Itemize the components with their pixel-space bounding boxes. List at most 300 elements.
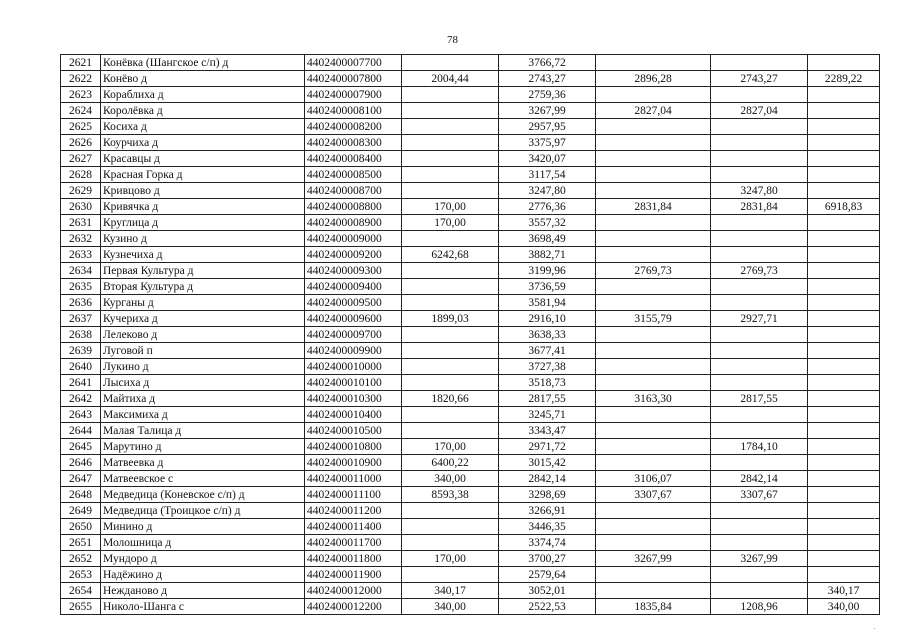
value-col-1-cell <box>402 151 499 167</box>
oktmo-code-cell: 4402400010400 <box>305 407 402 423</box>
value-col-2-cell: 3247,80 <box>499 183 596 199</box>
value-col-4-cell <box>711 151 808 167</box>
value-col-3-cell <box>596 119 711 135</box>
table-row <box>61 583 880 599</box>
table-row <box>61 231 880 247</box>
table-row <box>61 87 880 103</box>
row-number-cell: 2638 <box>61 327 101 343</box>
settlement-name-cell: Молошница д <box>101 535 305 551</box>
value-col-1-cell: 6242,68 <box>402 247 499 263</box>
settlement-name-cell: Надёжино д <box>101 567 305 583</box>
oktmo-code-cell: 4402400010900 <box>305 455 402 471</box>
value-col-3-cell <box>596 519 711 535</box>
oktmo-code-cell: 4402400011400 <box>305 519 402 535</box>
value-col-4-cell <box>711 55 808 71</box>
value-col-4-cell: 2927,71 <box>711 311 808 327</box>
settlement-name-cell: Марутино д <box>101 439 305 455</box>
value-col-5-cell <box>808 327 880 343</box>
row-number-cell: 2631 <box>61 215 101 231</box>
value-col-3-cell <box>596 455 711 471</box>
row-number-cell: 2623 <box>61 87 101 103</box>
value-col-2-cell: 3343,47 <box>499 423 596 439</box>
value-col-1-cell: 1899,03 <box>402 311 499 327</box>
value-col-5-cell <box>808 215 880 231</box>
value-col-1-cell: 170,00 <box>402 439 499 455</box>
table-row <box>61 455 880 471</box>
value-col-3-cell <box>596 231 711 247</box>
value-col-1-cell <box>402 343 499 359</box>
value-col-3-cell <box>596 295 711 311</box>
value-col-1-cell <box>402 295 499 311</box>
settlement-name-cell: Николо-Шанга с <box>101 599 305 615</box>
oktmo-code-cell: 4402400012000 <box>305 583 402 599</box>
value-col-2-cell: 3677,41 <box>499 343 596 359</box>
value-col-1-cell <box>402 407 499 423</box>
value-col-5-cell <box>808 535 880 551</box>
value-col-5-cell <box>808 423 880 439</box>
value-col-5-cell <box>808 119 880 135</box>
value-col-3-cell <box>596 567 711 583</box>
table-row <box>61 359 880 375</box>
value-col-3-cell <box>596 407 711 423</box>
value-col-1-cell <box>402 103 499 119</box>
value-col-5-cell <box>808 519 880 535</box>
value-col-2-cell: 3052,01 <box>499 583 596 599</box>
value-col-2-cell: 3698,49 <box>499 231 596 247</box>
table-row <box>61 391 880 407</box>
value-col-2-cell: 3420,07 <box>499 151 596 167</box>
value-col-3-cell: 2827,04 <box>596 103 711 119</box>
value-col-3-cell <box>596 423 711 439</box>
value-col-4-cell: 2769,73 <box>711 263 808 279</box>
value-col-2-cell: 3375,97 <box>499 135 596 151</box>
settlement-name-cell: Луговой п <box>101 343 305 359</box>
value-col-2-cell: 2916,10 <box>499 311 596 327</box>
value-col-2-cell: 3518,73 <box>499 375 596 391</box>
value-col-3-cell <box>596 135 711 151</box>
value-col-2-cell: 3199,96 <box>499 263 596 279</box>
value-col-5-cell <box>808 455 880 471</box>
row-number-cell: 2637 <box>61 311 101 327</box>
value-col-2-cell: 3736,59 <box>499 279 596 295</box>
row-number-cell: 2628 <box>61 167 101 183</box>
row-number-cell: 2630 <box>61 199 101 215</box>
value-col-1-cell <box>402 423 499 439</box>
value-col-3-cell <box>596 279 711 295</box>
value-col-5-cell: 2289,22 <box>808 71 880 87</box>
table-row <box>61 295 880 311</box>
value-col-4-cell: 3267,99 <box>711 551 808 567</box>
table-row <box>61 439 880 455</box>
value-col-4-cell: 2827,04 <box>711 103 808 119</box>
settlement-name-cell: Кузнечиха д <box>101 247 305 263</box>
value-col-2-cell: 3557,32 <box>499 215 596 231</box>
row-number-cell: 2635 <box>61 279 101 295</box>
oktmo-code-cell: 4402400008500 <box>305 167 402 183</box>
settlement-name-cell: Мундоро д <box>101 551 305 567</box>
table-row <box>61 183 880 199</box>
value-col-4-cell: 1784,10 <box>711 439 808 455</box>
settlement-name-cell: Лысиха д <box>101 375 305 391</box>
settlement-name-cell: Конёвка (Шангское с/п) д <box>101 55 305 71</box>
row-number-cell: 2626 <box>61 135 101 151</box>
oktmo-code-cell: 4402400009200 <box>305 247 402 263</box>
value-col-5-cell <box>808 375 880 391</box>
value-col-5-cell <box>808 295 880 311</box>
value-col-2-cell: 3117,54 <box>499 167 596 183</box>
value-col-1-cell <box>402 375 499 391</box>
settlement-name-cell: Кривячка д <box>101 199 305 215</box>
value-col-2-cell: 3266,91 <box>499 503 596 519</box>
value-col-1-cell <box>402 535 499 551</box>
value-col-1-cell <box>402 519 499 535</box>
row-number-cell: 2642 <box>61 391 101 407</box>
row-number-cell: 2643 <box>61 407 101 423</box>
settlement-name-cell: Круглица д <box>101 215 305 231</box>
value-col-5-cell <box>808 471 880 487</box>
value-col-5-cell <box>808 263 880 279</box>
value-col-3-cell <box>596 215 711 231</box>
value-col-3-cell: 3106,07 <box>596 471 711 487</box>
value-col-5-cell <box>808 503 880 519</box>
row-number-cell: 2639 <box>61 343 101 359</box>
value-col-3-cell: 3155,79 <box>596 311 711 327</box>
table-row <box>61 343 880 359</box>
settlement-name-cell: Медведица (Троицкое с/п) д <box>101 503 305 519</box>
settlement-name-cell: Королёвка д <box>101 103 305 119</box>
oktmo-code-cell: 4402400008400 <box>305 151 402 167</box>
value-col-4-cell <box>711 375 808 391</box>
value-col-5-cell <box>808 151 880 167</box>
value-col-4-cell: 3247,80 <box>711 183 808 199</box>
value-col-5-cell: 340,17 <box>808 583 880 599</box>
settlement-name-cell: Матвеевское с <box>101 471 305 487</box>
value-col-2-cell: 3245,71 <box>499 407 596 423</box>
value-col-2-cell: 3638,33 <box>499 327 596 343</box>
settlement-name-cell: Лукино д <box>101 359 305 375</box>
value-col-5-cell <box>808 551 880 567</box>
row-number-cell: 2651 <box>61 535 101 551</box>
value-col-2-cell: 3700,27 <box>499 551 596 567</box>
value-col-2-cell: 2759,36 <box>499 87 596 103</box>
table-row <box>61 471 880 487</box>
row-number-cell: 2644 <box>61 423 101 439</box>
value-col-5-cell <box>808 279 880 295</box>
row-number-cell: 2640 <box>61 359 101 375</box>
value-col-3-cell <box>596 167 711 183</box>
settlement-name-cell: Красная Горка д <box>101 167 305 183</box>
row-number-cell: 2654 <box>61 583 101 599</box>
row-number-cell: 2633 <box>61 247 101 263</box>
value-col-3-cell <box>596 55 711 71</box>
value-col-3-cell <box>596 343 711 359</box>
value-col-1-cell <box>402 183 499 199</box>
value-col-4-cell <box>711 327 808 343</box>
oktmo-code-cell: 4402400010800 <box>305 439 402 455</box>
value-col-3-cell: 2831,84 <box>596 199 711 215</box>
row-number-cell: 2648 <box>61 487 101 503</box>
value-col-3-cell: 2769,73 <box>596 263 711 279</box>
value-col-1-cell: 340,00 <box>402 471 499 487</box>
table-row <box>61 215 880 231</box>
value-col-2-cell: 2522,53 <box>499 599 596 615</box>
table-row <box>61 151 880 167</box>
value-col-5-cell <box>808 311 880 327</box>
table-row <box>61 487 880 503</box>
value-col-4-cell <box>711 423 808 439</box>
table-row <box>61 311 880 327</box>
value-col-4-cell <box>711 567 808 583</box>
row-number-cell: 2650 <box>61 519 101 535</box>
value-col-1-cell <box>402 503 499 519</box>
oktmo-code-cell: 4402400011800 <box>305 551 402 567</box>
value-col-2-cell: 2743,27 <box>499 71 596 87</box>
row-number-cell: 2645 <box>61 439 101 455</box>
value-col-4-cell <box>711 359 808 375</box>
value-col-1-cell <box>402 263 499 279</box>
oktmo-code-cell: 4402400008100 <box>305 103 402 119</box>
value-col-5-cell <box>808 487 880 503</box>
value-col-4-cell <box>711 279 808 295</box>
oktmo-code-cell: 4402400009700 <box>305 327 402 343</box>
value-col-2-cell: 3882,71 <box>499 247 596 263</box>
value-col-4-cell <box>711 247 808 263</box>
value-col-4-cell <box>711 519 808 535</box>
row-number-cell: 2646 <box>61 455 101 471</box>
value-col-1-cell: 170,00 <box>402 199 499 215</box>
value-col-4-cell: 2831,84 <box>711 199 808 215</box>
table-row <box>61 263 880 279</box>
value-col-3-cell <box>596 359 711 375</box>
oktmo-code-cell: 4402400007900 <box>305 87 402 103</box>
value-col-1-cell <box>402 167 499 183</box>
settlement-name-cell: Кораблиха д <box>101 87 305 103</box>
oktmo-code-cell: 4402400009400 <box>305 279 402 295</box>
value-col-5-cell: 340,00 <box>808 599 880 615</box>
margin-mark <box>874 518 875 519</box>
table-row <box>61 167 880 183</box>
value-col-5-cell <box>808 87 880 103</box>
value-col-4-cell <box>711 119 808 135</box>
row-number-cell: 2625 <box>61 119 101 135</box>
oktmo-code-cell: 4402400010300 <box>305 391 402 407</box>
row-number-cell: 2622 <box>61 71 101 87</box>
value-col-1-cell <box>402 279 499 295</box>
row-number-cell: 2649 <box>61 503 101 519</box>
table-row <box>61 599 880 615</box>
value-col-3-cell <box>596 183 711 199</box>
row-number-cell: 2621 <box>61 55 101 71</box>
settlement-name-cell: Конёво д <box>101 71 305 87</box>
settlement-name-cell: Косиха д <box>101 119 305 135</box>
value-col-5-cell <box>808 407 880 423</box>
oktmo-code-cell: 4402400011900 <box>305 567 402 583</box>
value-col-2-cell: 3766,72 <box>499 55 596 71</box>
value-col-2-cell: 3298,69 <box>499 487 596 503</box>
table-row <box>61 135 880 151</box>
value-col-5-cell: 6918,83 <box>808 199 880 215</box>
value-col-1-cell <box>402 231 499 247</box>
value-col-3-cell: 3307,67 <box>596 487 711 503</box>
oktmo-code-cell: 4402400009000 <box>305 231 402 247</box>
value-col-4-cell: 1208,96 <box>711 599 808 615</box>
margin-mark <box>874 628 875 629</box>
settlement-name-cell: Кучериха д <box>101 311 305 327</box>
oktmo-code-cell: 4402400007700 <box>305 55 402 71</box>
value-col-2-cell: 2579,64 <box>499 567 596 583</box>
value-col-4-cell <box>711 583 808 599</box>
oktmo-code-cell: 4402400012200 <box>305 599 402 615</box>
value-col-1-cell: 340,00 <box>402 599 499 615</box>
value-col-2-cell: 3727,38 <box>499 359 596 375</box>
value-col-2-cell: 2776,36 <box>499 199 596 215</box>
settlement-name-cell: Максимиха д <box>101 407 305 423</box>
value-col-5-cell <box>808 103 880 119</box>
row-number-cell: 2624 <box>61 103 101 119</box>
table-row <box>61 71 880 87</box>
value-col-2-cell: 2842,14 <box>499 471 596 487</box>
oktmo-code-cell: 4402400009300 <box>305 263 402 279</box>
oktmo-code-cell: 4402400008700 <box>305 183 402 199</box>
value-col-1-cell: 170,00 <box>402 551 499 567</box>
table-row <box>61 423 880 439</box>
oktmo-code-cell: 4402400011700 <box>305 535 402 551</box>
value-col-3-cell <box>596 87 711 103</box>
row-number-cell: 2641 <box>61 375 101 391</box>
value-col-1-cell: 8593,38 <box>402 487 499 503</box>
value-col-1-cell <box>402 55 499 71</box>
settlement-name-cell: Лелеково д <box>101 327 305 343</box>
value-col-4-cell: 2842,14 <box>711 471 808 487</box>
value-col-1-cell <box>402 567 499 583</box>
row-number-cell: 2653 <box>61 567 101 583</box>
value-col-2-cell: 2817,55 <box>499 391 596 407</box>
page-number: 78 <box>447 34 458 46</box>
value-col-5-cell <box>808 391 880 407</box>
settlement-name-cell: Первая Культура д <box>101 263 305 279</box>
table-row <box>61 327 880 343</box>
table-row <box>61 519 880 535</box>
value-col-4-cell <box>711 535 808 551</box>
value-col-3-cell <box>596 247 711 263</box>
value-col-3-cell <box>596 151 711 167</box>
settlement-name-cell: Кривцово д <box>101 183 305 199</box>
value-col-4-cell <box>711 215 808 231</box>
value-col-5-cell <box>808 567 880 583</box>
row-number-cell: 2632 <box>61 231 101 247</box>
value-col-5-cell <box>808 247 880 263</box>
value-col-4-cell <box>711 135 808 151</box>
table-row <box>61 103 880 119</box>
value-col-3-cell: 3267,99 <box>596 551 711 567</box>
value-col-3-cell <box>596 535 711 551</box>
value-col-3-cell: 2896,28 <box>596 71 711 87</box>
oktmo-code-cell: 4402400007800 <box>305 71 402 87</box>
table-row <box>61 119 880 135</box>
value-col-5-cell <box>808 359 880 375</box>
value-col-3-cell <box>596 439 711 455</box>
row-number-cell: 2636 <box>61 295 101 311</box>
oktmo-code-cell: 4402400010000 <box>305 359 402 375</box>
row-number-cell: 2647 <box>61 471 101 487</box>
oktmo-code-cell: 4402400008800 <box>305 199 402 215</box>
oktmo-code-cell: 4402400010100 <box>305 375 402 391</box>
settlement-name-cell: Медведица (Коневское с/п) д <box>101 487 305 503</box>
value-col-2-cell: 3374,74 <box>499 535 596 551</box>
value-col-1-cell <box>402 359 499 375</box>
table-row <box>61 551 880 567</box>
row-number-cell: 2634 <box>61 263 101 279</box>
value-col-4-cell <box>711 231 808 247</box>
value-col-4-cell: 3307,67 <box>711 487 808 503</box>
value-col-3-cell: 1835,84 <box>596 599 711 615</box>
value-col-2-cell: 3267,99 <box>499 103 596 119</box>
oktmo-code-cell: 4402400011100 <box>305 487 402 503</box>
value-col-5-cell <box>808 135 880 151</box>
value-col-1-cell <box>402 87 499 103</box>
value-col-1-cell: 2004,44 <box>402 71 499 87</box>
oktmo-code-cell: 4402400009600 <box>305 311 402 327</box>
value-col-2-cell: 2957,95 <box>499 119 596 135</box>
value-col-2-cell: 2971,72 <box>499 439 596 455</box>
oktmo-code-cell: 4402400009900 <box>305 343 402 359</box>
table-row <box>61 55 880 71</box>
oktmo-code-cell: 4402400008300 <box>305 135 402 151</box>
value-col-4-cell <box>711 295 808 311</box>
value-col-1-cell: 1820,66 <box>402 391 499 407</box>
oktmo-code-cell: 4402400010500 <box>305 423 402 439</box>
settlement-name-cell: Курганы д <box>101 295 305 311</box>
settlement-name-cell: Матвеевка д <box>101 455 305 471</box>
value-col-2-cell: 3581,94 <box>499 295 596 311</box>
settlement-name-cell: Вторая Культура д <box>101 279 305 295</box>
table-row <box>61 535 880 551</box>
value-col-3-cell <box>596 503 711 519</box>
row-number-cell: 2627 <box>61 151 101 167</box>
oktmo-code-cell: 4402400011000 <box>305 471 402 487</box>
value-col-5-cell <box>808 183 880 199</box>
value-col-5-cell <box>808 167 880 183</box>
oktmo-code-cell: 4402400011200 <box>305 503 402 519</box>
value-col-1-cell <box>402 327 499 343</box>
settlement-name-cell: Нежданово д <box>101 583 305 599</box>
table-row <box>61 247 880 263</box>
table-row <box>61 279 880 295</box>
value-col-4-cell: 2817,55 <box>711 391 808 407</box>
oktmo-code-cell: 4402400008900 <box>305 215 402 231</box>
value-col-4-cell <box>711 503 808 519</box>
table-row <box>61 503 880 519</box>
value-col-5-cell <box>808 343 880 359</box>
value-col-3-cell <box>596 327 711 343</box>
value-col-1-cell: 340,17 <box>402 583 499 599</box>
settlement-name-cell: Коурчиха д <box>101 135 305 151</box>
table-row <box>61 199 880 215</box>
value-col-2-cell: 3015,42 <box>499 455 596 471</box>
row-number-cell: 2652 <box>61 551 101 567</box>
oktmo-code-cell: 4402400008200 <box>305 119 402 135</box>
value-col-1-cell <box>402 135 499 151</box>
value-col-3-cell <box>596 375 711 391</box>
value-col-4-cell <box>711 343 808 359</box>
value-col-3-cell: 3163,30 <box>596 391 711 407</box>
value-col-2-cell: 3446,35 <box>499 519 596 535</box>
table-row <box>61 407 880 423</box>
settlement-name-cell: Красавцы д <box>101 151 305 167</box>
value-col-5-cell <box>808 439 880 455</box>
value-col-4-cell <box>711 167 808 183</box>
settlement-name-cell: Минино д <box>101 519 305 535</box>
